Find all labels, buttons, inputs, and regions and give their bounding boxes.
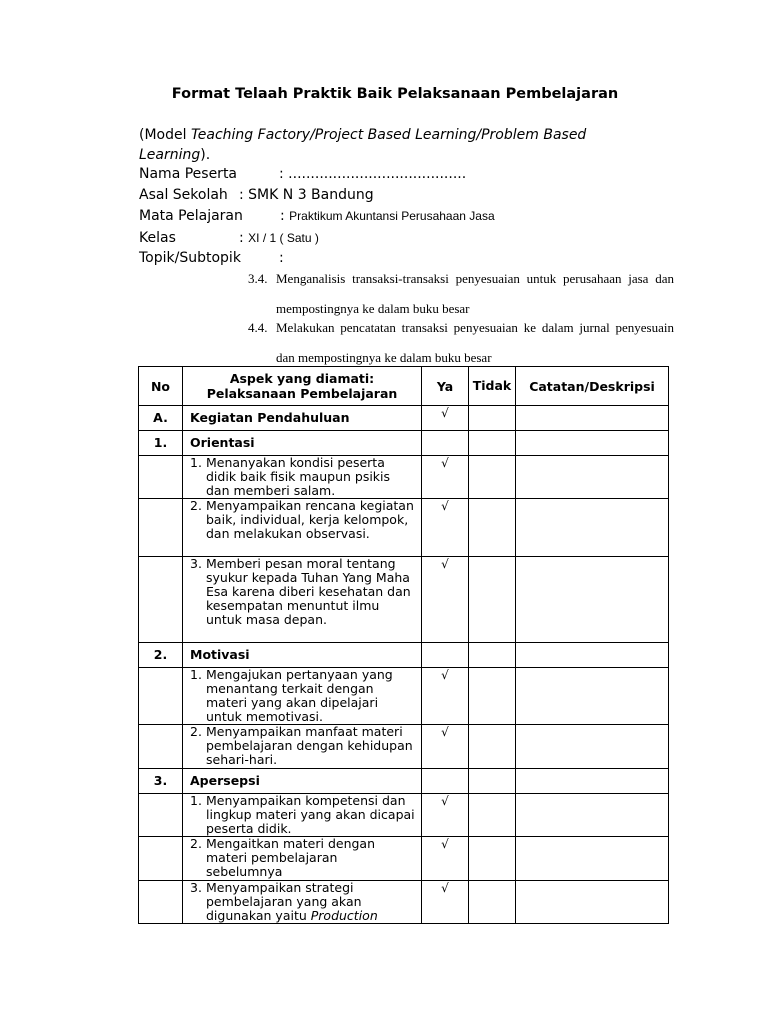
header-tidak: Tidak — [469, 367, 516, 406]
model-close: ). — [200, 147, 211, 163]
aspek-cell — [183, 499, 422, 557]
item-text: Mengaitkan materi dengan materi pembelajaran sebelumnya — [206, 836, 376, 879]
item-text: Menanyakan kondisi peserta didik baik fisik maupun psikis dan memberi salam. — [206, 455, 391, 498]
kompetensi-text: Menganalisis transaksi-transaksi penyesuaian untuk perusahaan jasa dan mempostingnya ke dalam buku besar — [276, 271, 674, 316]
item-number: 2. — [190, 724, 202, 739]
catatan-cell — [516, 769, 669, 794]
tidak-cell — [469, 499, 516, 557]
section-row — [139, 406, 669, 431]
section-number: 1. — [139, 431, 183, 456]
field-asal-sekolah — [139, 187, 374, 203]
catatan-cell — [516, 557, 669, 643]
catatan-cell — [516, 499, 669, 557]
catatan-cell — [516, 456, 669, 499]
catatan-cell — [516, 837, 669, 881]
field-label: Mata Pelajaran — [139, 208, 243, 224]
field-kelas — [139, 230, 319, 246]
field-label: Topik/Subtopik — [139, 250, 241, 266]
tidak-cell — [469, 769, 516, 794]
kompetensi-item — [248, 313, 674, 373]
catatan-cell — [516, 794, 669, 837]
field-value: ........................................ — [288, 166, 467, 182]
table-row — [139, 794, 669, 837]
field-sep: : — [279, 166, 284, 182]
aspek-cell — [183, 881, 422, 924]
table-row — [139, 499, 669, 557]
item-number: 2. — [190, 498, 202, 513]
model-italic: Teaching Factory/Project Based Learning/Problem Based Learning — [139, 127, 587, 163]
item-number: 1. — [190, 793, 202, 808]
item-number: 1. — [190, 667, 202, 682]
ya-cell — [422, 431, 469, 456]
catatan-cell — [516, 406, 669, 431]
section-number: A. — [139, 406, 183, 431]
check-mark: √ — [422, 499, 469, 557]
item-number: 2. — [190, 836, 202, 851]
no-cell — [139, 794, 183, 837]
catatan-cell — [516, 431, 669, 456]
check-mark: √ — [422, 456, 469, 499]
no-cell — [139, 837, 183, 881]
aspek-cell — [183, 837, 422, 881]
section-number: 2. — [139, 643, 183, 668]
aspek-cell — [183, 557, 422, 643]
no-cell — [139, 881, 183, 924]
table-row — [139, 456, 669, 499]
page-title: Format Telaah Praktik Baik Pelaksanaan Pembelajaran — [171, 86, 619, 102]
item-text: Menyampaikan kompetensi dan lingkup materi yang akan dicapai peserta didik. — [206, 793, 415, 836]
no-cell — [139, 499, 183, 557]
field-label: Asal Sekolah — [139, 187, 228, 203]
kompetensi-number: 3.4. — [248, 271, 268, 286]
field-sep: : — [279, 250, 284, 266]
check-mark: √ — [422, 557, 469, 643]
table-row — [139, 668, 669, 725]
observation-table — [138, 366, 669, 924]
table-row — [139, 881, 669, 924]
tidak-cell — [469, 881, 516, 924]
section-label: Apersepsi — [183, 769, 422, 794]
section-row — [139, 431, 669, 456]
tidak-cell — [469, 456, 516, 499]
aspek-cell — [183, 794, 422, 837]
field-sep: : — [239, 187, 244, 203]
item-text: Menyampaikan strategi pembelajaran yang akan digunakan yaitu — [206, 880, 362, 923]
field-sep: : — [239, 230, 244, 246]
tidak-cell — [469, 668, 516, 725]
section-label: Orientasi — [183, 431, 422, 456]
tidak-cell — [469, 643, 516, 668]
header-aspek-line1: Aspek yang diamati: — [229, 371, 375, 386]
check-mark: √ — [422, 668, 469, 725]
field-value: XI / 1 ( Satu ) — [248, 231, 319, 245]
aspek-cell — [183, 456, 422, 499]
section-row — [139, 643, 669, 668]
section-label: Kegiatan Pendahuluan — [183, 406, 422, 431]
header-no: No — [139, 367, 183, 406]
item-number: 1. — [190, 455, 202, 470]
no-cell — [139, 668, 183, 725]
table-header-row — [139, 367, 669, 406]
tidak-cell — [469, 837, 516, 881]
tidak-cell — [469, 725, 516, 769]
ya-cell — [422, 769, 469, 794]
model-open: (Model — [139, 127, 191, 143]
check-mark: √ — [422, 837, 469, 881]
section-row — [139, 769, 669, 794]
item-text: Menyampaikan manfaat materi pembelajaran dengan kehidupan sehari-hari. — [206, 724, 413, 767]
check-mark: √ — [422, 406, 469, 431]
item-text: Mengajukan pertanyaan yang menantang terkait dengan materi yang akan dipelajari untuk memotivasi. — [206, 667, 393, 724]
table-row — [139, 557, 669, 643]
check-mark: √ — [422, 881, 469, 924]
field-sep: : — [280, 208, 285, 224]
check-mark: √ — [422, 794, 469, 837]
field-label: Kelas — [139, 230, 176, 246]
field-label: Nama Peserta — [139, 166, 238, 182]
no-cell — [139, 557, 183, 643]
check-mark: √ — [422, 725, 469, 769]
field-mata-pelajaran — [139, 208, 495, 224]
sections-body — [139, 431, 669, 924]
item-number: 3. — [190, 556, 202, 571]
header-aspek-line2: Pelaksanaan Pembelajaran — [206, 386, 398, 401]
item-text: Memberi pesan moral tentang syukur kepada Tuhan Yang Maha Esa karena diberi kesehatan dan kesempatan menuntut ilmu untuk masa depan. — [206, 556, 411, 627]
header-aspek — [183, 367, 422, 406]
header-ya: Ya — [422, 367, 469, 406]
tidak-cell — [469, 431, 516, 456]
item-text-italic: Production — [310, 908, 378, 923]
item-number: 3. — [190, 880, 202, 895]
tidak-cell — [469, 557, 516, 643]
ya-cell — [422, 643, 469, 668]
section-number: 3. — [139, 769, 183, 794]
catatan-cell — [516, 668, 669, 725]
no-cell — [139, 725, 183, 769]
aspek-cell — [183, 668, 422, 725]
field-value: Praktikum Akuntansi Perusahaan Jasa — [289, 209, 495, 223]
kompetensi-text: Melakukan pencatatan transaksi penyesuaian ke dalam jurnal penyesuain dan mempostingnya ke dalam buku besar — [276, 320, 674, 365]
aspek-cell — [183, 725, 422, 769]
no-cell — [139, 456, 183, 499]
catatan-cell — [516, 881, 669, 924]
table-row — [139, 837, 669, 881]
item-text: Menyampaikan rencana kegiatan baik, individual, kerja kelompok, dan melakukan observasi. — [206, 498, 414, 541]
table-row — [139, 725, 669, 769]
kompetensi-number: 4.4. — [248, 320, 268, 335]
tidak-cell — [469, 406, 516, 431]
header-catatan: Catatan/Deskripsi — [516, 367, 669, 406]
field-value: SMK N 3 Bandung — [248, 187, 374, 203]
section-label: Motivasi — [183, 643, 422, 668]
field-nama-peserta — [139, 166, 466, 182]
model-line — [139, 125, 619, 165]
catatan-cell — [516, 725, 669, 769]
catatan-cell — [516, 643, 669, 668]
tidak-cell — [469, 794, 516, 837]
